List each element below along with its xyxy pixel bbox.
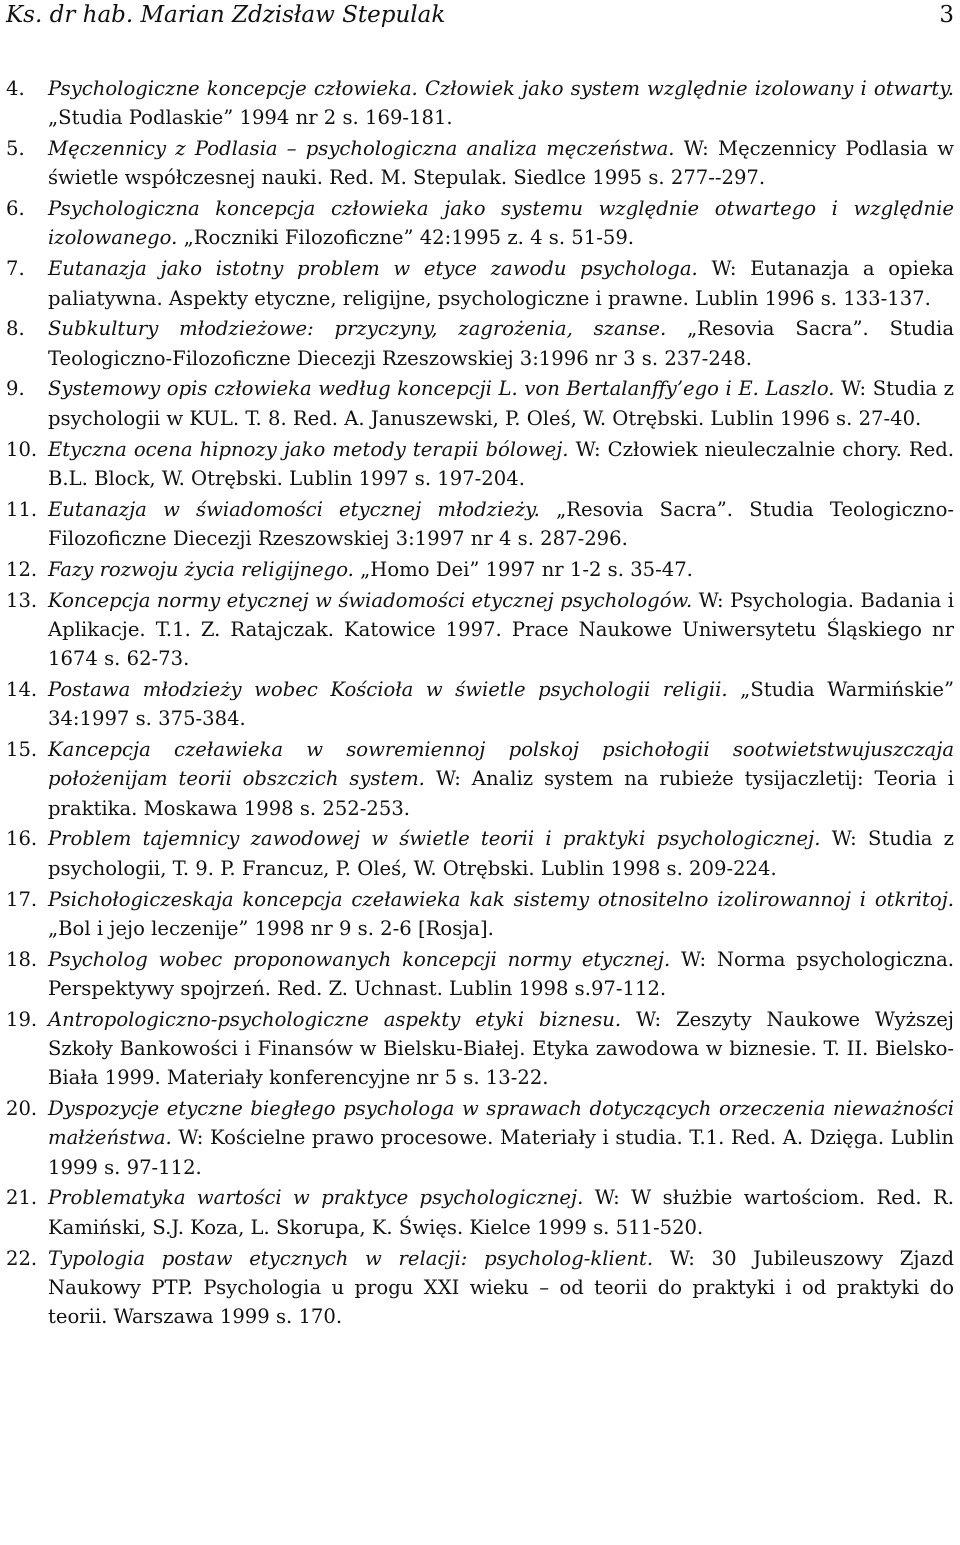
bibliography-entry (0, 134, 960, 193)
bibliography-entry (0, 945, 960, 1004)
entry-publication: W: Studia z psychologii, T. 9. P. Francuz, P. Oleś, W. Otrębski. Lublin 1998 s. 209-224. (48, 827, 954, 880)
entry-publication: W: Zeszyty Naukowe Wyższej Szkoły Bankowości i Finansów w Bielsku-Białej. Etyka zawodowa w biznesie. T. II. Bielsko-Biała 1999. Materiały konferencyjne nr 5 s. 13-22. (48, 1007, 954, 1090)
entry-title: Koncepcja normy etycznej w świadomości etycznej psychologów. (48, 588, 693, 612)
bibliography-entry (0, 1094, 960, 1182)
entry-title: Antropologiczno-psychologiczne aspekty etyki biznesu. (48, 1007, 622, 1031)
entry-title: Subkultury młodzieżowe: przyczyny, zagrożenia, szanse. (48, 317, 667, 341)
entry-title: Systemowy opis człowieka według koncepcji L. von Bertalanffy’ego i E. Laszlo. (48, 377, 835, 401)
entry-number: 4. (6, 77, 25, 100)
entry-publication: „Roczniki Filozoficzne” 42:1995 z. 4 s. 51-59. (183, 226, 635, 250)
entry-publication: W: Psychologia. Badania i Aplikacje. T.1. Z. Ratajczak. Katowice 1997. Prace Naukowe Uniwersytetu Śląskiego nr 1674 s. 62-73. (48, 588, 954, 671)
entry-publication: W: Kościelne prawo procesowe. Materiały i studia. T.1. Red. A. Dzięga. Lublin 1999 s. 97-112. (48, 1126, 954, 1179)
entry-title: Psychologiczna koncepcja człowieka jako systemu względnie otwartego i względnie izolowanego. (48, 197, 954, 250)
entry-publication: „Studia Warmińskie” 34:1997 s. 375-384. (48, 677, 955, 731)
entry-publication: „Studia Podlaskie” 1994 nr 2 s. 169-181. (48, 106, 453, 130)
bibliography-entry (0, 586, 960, 674)
entry-number: 14. (6, 677, 38, 701)
entry-title: Etyczna ocena hipnozy jako metody terapii bólowej. (48, 437, 569, 461)
entry-title: Postawa młodzieży wobec Kościoła w świetle psychologii religii. (48, 677, 728, 701)
entry-publication: W: Człowiek nieuleczalnie chory. Red. B.L. Block, W. Otrębski. Lublin 1997 s. 197-204. (48, 437, 954, 490)
entry-number: 11. (6, 497, 38, 521)
bibliography-entry (0, 885, 960, 944)
entry-number: 12. (6, 557, 38, 581)
entry-number: 10. (6, 437, 38, 461)
entry-number: 18. (6, 947, 38, 971)
entry-title: Psichołogiczeskaja koncepcja czeławieka kak sistemy otnositelno izolirowannoj i otkritoj. (48, 887, 954, 911)
entry-title: Fazy rozwoju życia religijnego. (48, 557, 354, 581)
bibliography-entry (0, 74, 960, 133)
bibliography-entry (0, 1005, 960, 1093)
entry-number: 9. (6, 377, 25, 401)
entry-publication: W: Studia z psychologii w KUL. T. 8. Red. A. Januszewski, P. Oleś, W. Otrębski. Lublin 1996 s. 27-40. (48, 377, 954, 430)
entry-title: Psycholog wobec proponowanych koncepcji normy etycznej. (48, 947, 671, 971)
bibliography-entry (0, 735, 960, 823)
entry-number: 22. (6, 1246, 38, 1270)
entry-number: 20. (6, 1097, 38, 1121)
bibliography-entry (0, 254, 960, 313)
entry-publication: W: 30 Jubileuszowy Zjazd Naukowy PTP. Psychologia u progu XXI wieku – od teorii do praktyki i od praktyki do teorii. Warszawa 1999 s. 170. (48, 1246, 955, 1329)
bibliography-entry (0, 1244, 960, 1332)
entry-title: Kancepcja czeławieka w sowremiennoj polskoj psichołogii sootwietstwujuszczaja położenijam teorii obszczich system. (48, 738, 954, 791)
bibliography-entry (0, 824, 960, 883)
entry-number: 16. (6, 827, 38, 851)
entry-publication: W: Eutanazja a opieka paliatywna. Aspekty etyczne, religijne, psychologiczne i prawne. Lublin 1996 s. 133-137. (48, 257, 954, 310)
entry-publication: „Homo Dei” 1997 nr 1-2 s. 35-47. (360, 557, 693, 581)
entry-publication: „Resovia Sacra”. Studia Teologiczno-Filozoficzne Diecezji Rzeszowskiej 3:1997 nr 4 s. 287-296. (48, 497, 954, 550)
entry-number: 21. (6, 1186, 38, 1210)
entry-title: Problematyka wartości w praktyce psychologicznej. (48, 1186, 584, 1210)
entry-title: Dyspozycje etyczne biegłego psychologa w sprawach dotyczących orzeczenia nieważności małżeństwa. (48, 1097, 954, 1150)
bibliography-entry (0, 194, 960, 253)
entry-publication: W: W służbie wartościom. Red. R. Kamiński, S.J. Koza, L. Skorupa, K. Święs. Kielce 1999 s. 511-520. (48, 1186, 955, 1239)
entry-number: 7. (6, 257, 25, 281)
bibliography-entry (0, 314, 960, 373)
entry-number: 13. (6, 588, 38, 612)
bibliography-entry (0, 435, 960, 494)
entry-publication: W: Męczennicy Podlasia w świetle współczesnej nauki. Red. M. Stepulak. Siedlce 1995 s. 277--297. (48, 137, 954, 190)
bibliography-entry (0, 1183, 960, 1242)
bibliography-entry (0, 495, 960, 554)
entry-publication: „Bol i jejo leczenije” 1998 nr 9 s. 2-6 [Rosja]. (48, 916, 494, 940)
bibliography-entry (0, 374, 960, 433)
entry-number: 15. (6, 738, 38, 762)
bibliography-entry (0, 555, 960, 584)
entry-publication: „Resovia Sacra”. Studia Teologiczno-Filozoficzne Diecezji Rzeszowskiej 3:1996 nr 3 s. 237-248. (48, 317, 955, 370)
page-number: 3 (939, 2, 954, 28)
entry-number: 6. (6, 197, 25, 221)
entry-title: Męczennicy z Podlasia – psychologiczna analiza męczeństwa. (48, 137, 675, 161)
entry-title: Psychologiczne koncepcje człowieka. Człowiek jako system względnie izolowany i otwarty. (48, 77, 954, 100)
entry-publication: W: Analiz system na rubieże tysijaczletij: Teoria i praktika. Moskawa 1998 s. 252-253. (48, 767, 955, 820)
entry-publication: W: Norma psychologiczna. Perspektywy spojrzeń. Red. Z. Uchnast. Lublin 1998 s.97-112. (48, 947, 954, 1000)
entry-title: Eutanazja w świadomości etycznej młodzieży. (48, 497, 540, 521)
header-author-title: Ks. dr hab. Marian Zdzisław Stepulak (6, 2, 446, 28)
bibliography-list (0, 74, 960, 1333)
entry-number: 19. (6, 1007, 38, 1031)
entry-number: 17. (6, 887, 38, 911)
entry-number: 5. (6, 137, 25, 161)
entry-number: 8. (6, 317, 25, 341)
running-header (6, 0, 954, 32)
entry-title: Eutanazja jako istotny problem w etyce zawodu psychologa. (48, 257, 698, 281)
entry-title: Problem tajemnicy zawodowej w świetle teorii i praktyki psychologicznej. (48, 827, 821, 851)
entry-title: Typologia postaw etycznych w relacji: psycholog-klient. (48, 1246, 654, 1270)
bibliography-entry (0, 675, 960, 734)
